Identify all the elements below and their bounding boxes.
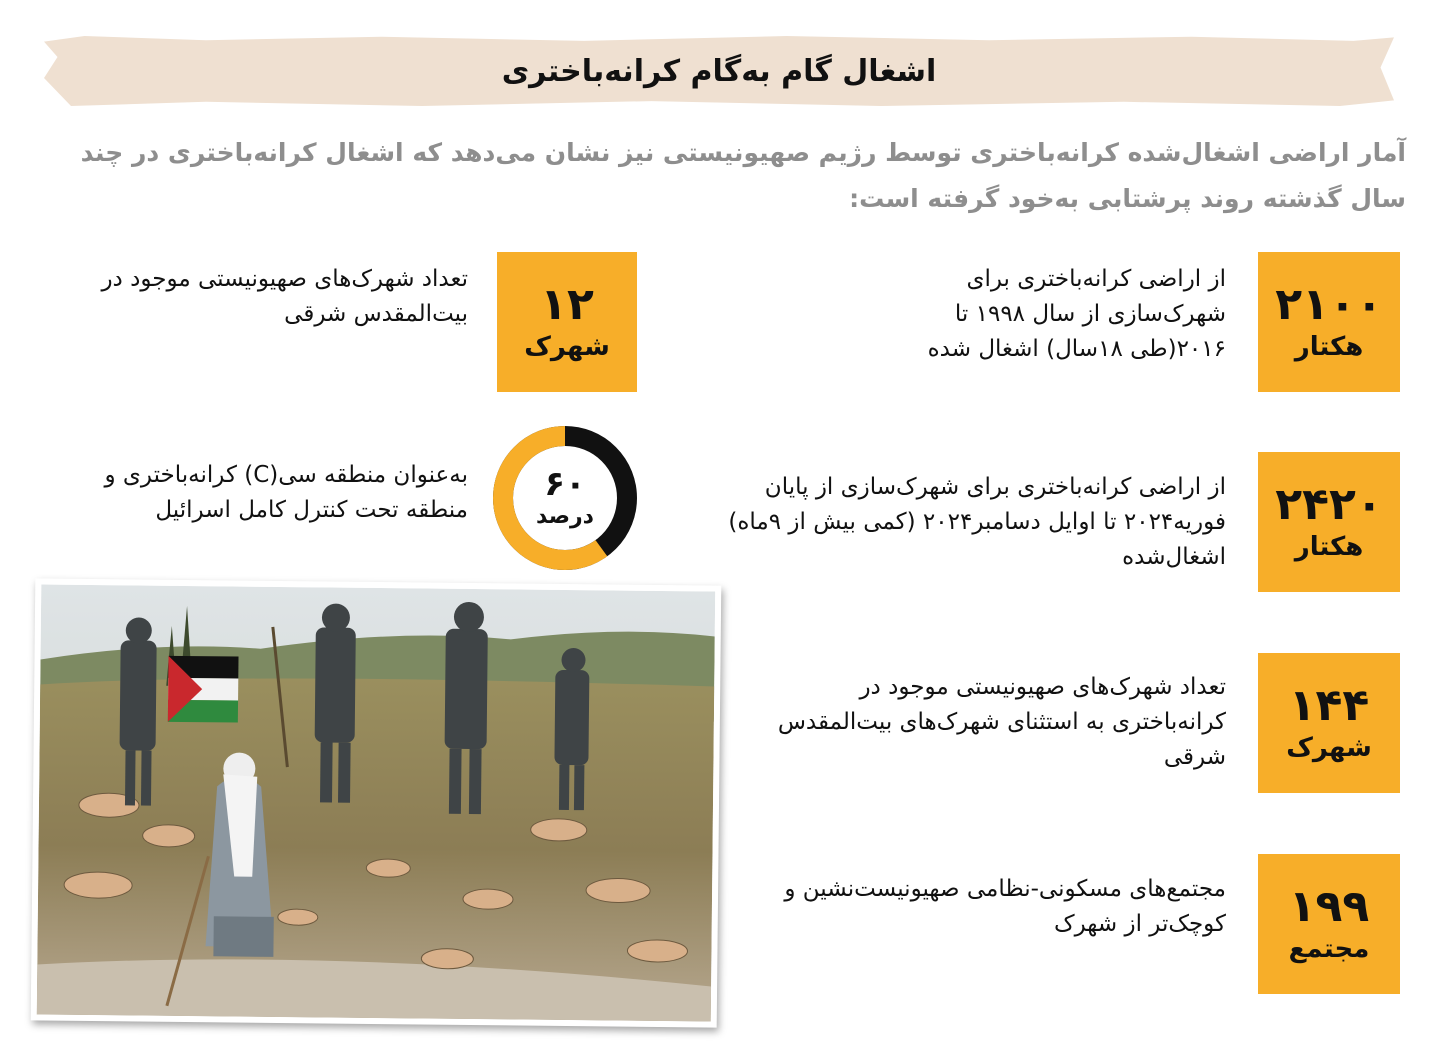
stat-unit: مجتمع (1288, 934, 1370, 964)
photo-illustration (37, 584, 715, 1021)
stat-box-settlements (1258, 653, 1400, 793)
news-photo (31, 578, 722, 1027)
stat-unit: شهرک (1286, 733, 1372, 763)
stat-value: ۱۴۴ (1288, 680, 1370, 731)
stat-description: از اراضی کرانه‌باختری برای شهرک‌سازی از پایان فوریه۲۰۲۴ تا اوایل دسامبر۲۰۲۴ (کمی بیش از ۹ماه) اشغال‌شده (728, 474, 1226, 570)
donut-unit: درصد (536, 504, 594, 529)
stat-value: ۲۱۰۰ (1275, 279, 1383, 330)
stat-box-hectares-1998-2016 (1258, 252, 1400, 392)
stat-description: تعداد شهرک‌های صهیونیستی موجود در کرانه‌باختری به استثنای شهرک‌های بیت‌المقدس شرقی (777, 674, 1226, 770)
donut-description: به‌عنوان منطقه سی(C) کرانه‌باختری و منطقه تحت کنترل کامل اسرائیل (104, 462, 468, 523)
stat-unit: هکتار (1294, 332, 1364, 362)
page-title: اشغال گام به‌گام کرانه‌باختری (501, 53, 937, 89)
stat-box-east-jerusalem-settlements (497, 252, 637, 392)
stat-value: ۱۲ (540, 279, 594, 330)
stat-description: از اراضی کرانه‌باختری برای شهرک‌سازی از سال ۱۹۹۸ تا ۲۰۱۶(طی ۱۸سال) اشغال شده (927, 266, 1226, 362)
intro-paragraph: آمار اراضی اشغال‌شده کرانه‌باختری توسط رژیم صهیونیستی نیز نشان می‌دهد که اشغال کرانه‌باختری در چند سال گذشته روند پرشتابی به‌خود گرفته است: (80, 138, 1406, 213)
stat-unit: شهرک (524, 332, 610, 362)
stat-value: ۲۴۲۰ (1275, 479, 1383, 530)
stat-unit: هکتار (1294, 532, 1364, 562)
donut-label (489, 422, 641, 574)
stat-description: مجتمع‌های مسکونی-نظامی صهیونیست‌نشین و کوچک‌تر از شهرک (784, 876, 1226, 937)
stat-box-hectares-2024 (1258, 452, 1400, 592)
stat-value: ۱۹۹ (1288, 881, 1370, 932)
stat-description: تعداد شهرک‌های صهیونیستی موجود در بیت‌المقدس شرقی (101, 266, 468, 327)
donut-value: ۶۰ (544, 464, 586, 504)
stat-box-complexes (1258, 854, 1400, 994)
